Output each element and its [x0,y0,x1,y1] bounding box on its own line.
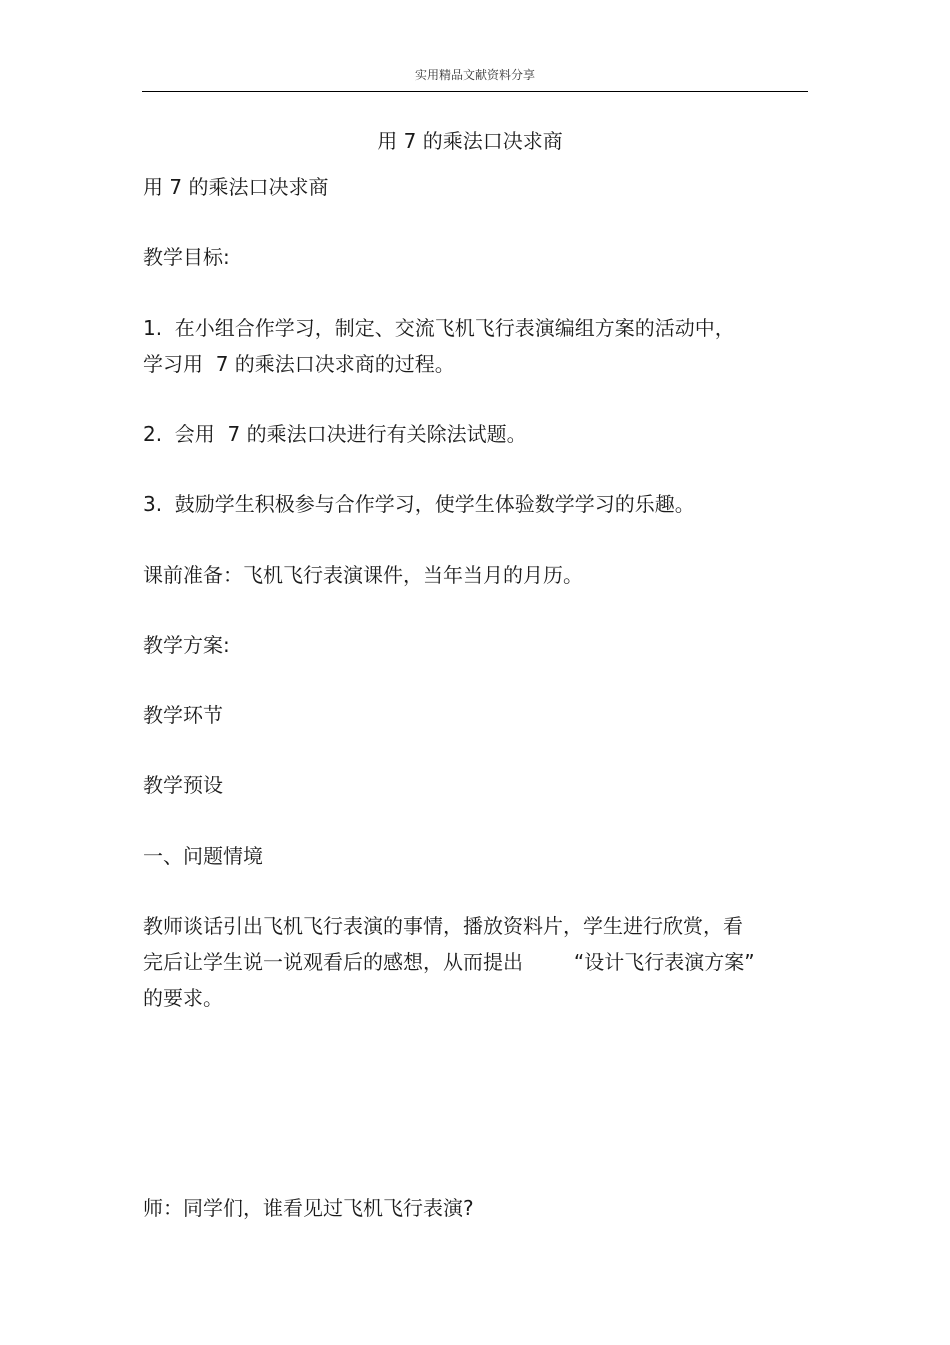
objective-2: 2. 会用 7 的乘法口决进行有关除法试题。 [143,422,527,446]
objective-1-line-2: 学习用 7 的乘法口决求商的过程。 [143,352,455,376]
part-one-heading: 一、问题情境 [143,844,263,868]
intro-line-1: 教师谈话引出飞机飞行表演的事情，播放资料片，学生进行欣赏，看 [143,914,743,938]
preparation: 课前准备：飞机飞行表演课件，当年当月的月历。 [143,563,583,587]
intro-line-3: 的要求。 [143,986,223,1010]
section-preset: 教学预设 [143,773,223,797]
section-stage: 教学环节 [143,703,223,727]
document-title: 用 7 的乘法口决求商 [377,129,563,153]
dialogue-line: 师：同学们，谁看见过飞机飞行表演? [143,1196,474,1220]
plan-heading: 教学方案: [143,633,230,657]
objective-3: 3. 鼓励学生积极参与合作学习，使学生体验数学学习的乐趣。 [143,492,695,516]
header-divider [142,91,808,92]
intro-line-2: 完后让学生说一说观看后的感想，从而提出 “设计飞行表演方案” [143,950,755,974]
objective-1-line-1: 1. 在小组合作学习，制定、交流飞机飞行表演编组方案的活动中， [143,316,735,340]
page-header: 实用精品文献资料分享 [414,68,535,82]
objectives-heading: 教学目标: [143,245,230,269]
document-subtitle: 用 7 的乘法口决求商 [143,175,329,199]
